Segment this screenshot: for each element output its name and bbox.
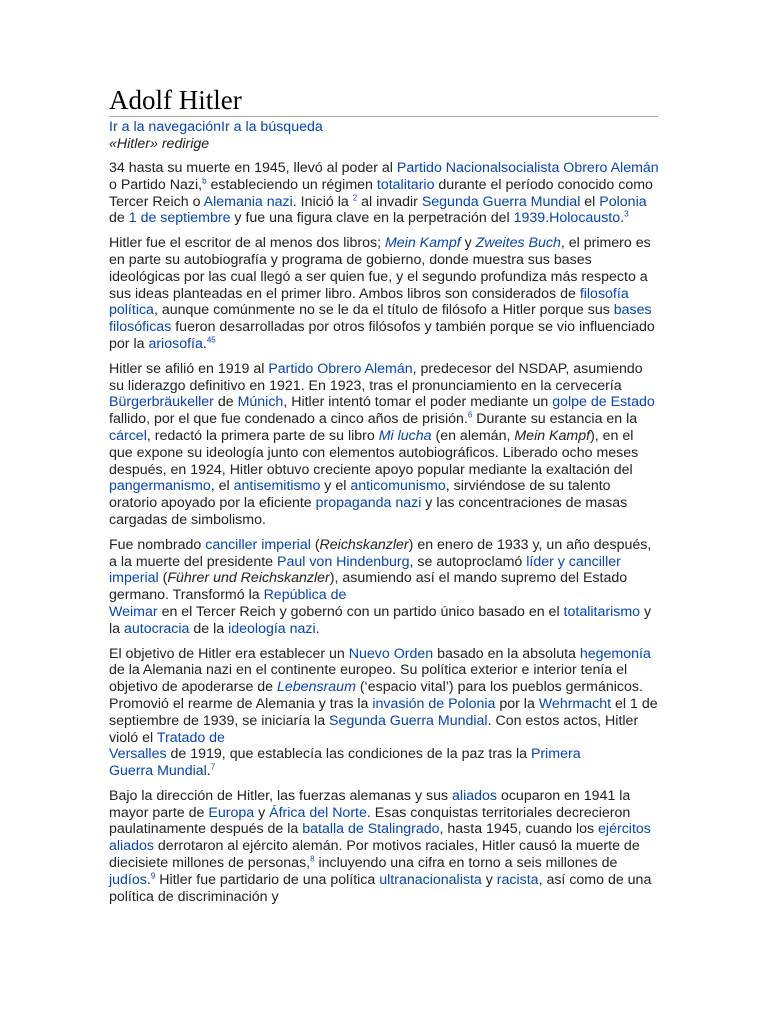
paragraph-4: Fue nombrado canciller imperial (Reichskanzler) en enero de 1933 y, un año después, a la muerte del presidente Paul von Hindenburg, se autoproclamó líder y canciller imperial (Führer und Reichskanzler), asumiendo así el mando supremo del Estado germano. Transformó la República de Weimar en el Tercer Reich y gobernó con un partido único basado en el totalitarismo y la autocracia de la ideología nazi.: [109, 536, 652, 637]
link-mein-kampf[interactable]: Mein Kampf: [384, 235, 461, 252]
link-primera-guerra-mundial[interactable]: Primera Guerra Mundial: [109, 746, 581, 780]
link-judios[interactable]: judíos: [109, 871, 147, 888]
link-totalitario[interactable]: totalitario: [376, 176, 435, 193]
link-holocausto[interactable]: Holocausto: [549, 210, 621, 227]
link-invasion-polonia[interactable]: invasión de Polonia: [372, 695, 496, 712]
link-mi-lucha[interactable]: Mi lucha: [378, 427, 432, 444]
article-body: [109, 160, 659, 913]
link-wehrmacht[interactable]: Wehrmacht: [538, 695, 612, 712]
redirect-note: «Hitler» redirige: [109, 136, 210, 152]
link-ariosofia[interactable]: ariosofía: [148, 335, 203, 352]
link-pangermanismo[interactable]: pangermanismo: [109, 478, 211, 495]
link-golpe-de-estado[interactable]: golpe de Estado: [552, 394, 655, 411]
link-sgm[interactable]: Segunda Guerra Mundial: [421, 193, 581, 210]
goto-search-link[interactable]: Ir a la búsqueda: [221, 119, 323, 135]
link-ideologia-nazi[interactable]: ideología nazi: [228, 620, 316, 637]
link-alemania-nazi[interactable]: Alemania nazi: [203, 193, 293, 210]
link-bases-filosoficas[interactable]: bases filosóficas: [109, 302, 652, 336]
link-ultranacionalista[interactable]: ultranacionalista: [379, 871, 482, 888]
link-aliados[interactable]: aliados: [452, 787, 497, 804]
link-lider-canciller[interactable]: líder y canciller imperial: [109, 553, 621, 587]
link-burgerbraukeller[interactable]: Bürgerbräukeller: [109, 394, 214, 411]
link-propaganda-nazi[interactable]: propaganda nazi: [315, 495, 422, 512]
ref-2[interactable]: 2: [352, 192, 358, 202]
link-racista[interactable]: racista: [496, 871, 539, 888]
ref-8[interactable]: 8: [310, 854, 315, 864]
ref-b[interactable]: b: [202, 176, 207, 186]
link-sgm-2[interactable]: Segunda Guerra Mundial: [329, 712, 488, 729]
link-republica-weimar[interactable]: República de Weimar: [109, 587, 347, 620]
link-carcel[interactable]: cárcel: [109, 427, 147, 444]
link-africa-norte[interactable]: África del Norte: [269, 804, 367, 821]
ref-9[interactable]: 9: [150, 871, 156, 881]
link-dap[interactable]: Partido Obrero Alemán: [268, 360, 413, 377]
jump-links: [109, 119, 323, 136]
goto-navigation-link[interactable]: Ir a la navegación: [109, 119, 221, 135]
title-divider: [109, 116, 658, 117]
paragraph-5: El objetivo de Hitler era establecer un Nuevo Orden basado en la absoluta hegemonía de la Alemania nazi en el continente europeo. Su política exterior e interior tenía el objetivo de apoderarse de Lebensraum (‘espacio vital’) para los pueblos germánicos. Promovió el rearme de Alemania y tras la invasión de Polonia por la Wehrmacht el 1 de septiembre de 1939, se iniciaría la Segunda Guerra Mundial. Con estos actos, Hitler violó el Tratado de Versalles de 1919, que establecía las condiciones de la paz tras la Primera Guerra Mundial.$^7$: [109, 645, 658, 780]
ref-6[interactable]: 6: [467, 410, 473, 420]
link-1-septiembre[interactable]: 1 de septiembre: [128, 210, 231, 227]
link-ejercitos-aliados[interactable]: ejércitos aliados: [109, 821, 651, 855]
link-europa[interactable]: Europa: [208, 804, 255, 821]
ref-3[interactable]: 3: [624, 209, 629, 219]
link-autocracia[interactable]: autocracia: [123, 620, 190, 637]
link-hindenburg[interactable]: Paul von Hindenburg: [277, 553, 410, 570]
link-polonia[interactable]: Polonia: [599, 193, 647, 210]
link-filosofia-politica[interactable]: filosofía política: [109, 285, 629, 319]
page-title: Adolf Hitler: [109, 85, 242, 115]
link-hegemonia[interactable]: hegemonía: [579, 645, 651, 662]
link-zweites-buch[interactable]: Zweites Buch: [475, 235, 561, 252]
link-totalitarismo[interactable]: totalitarismo: [563, 603, 641, 620]
paragraph-6: Bajo la dirección de Hitler, las fuerzas alemanas y sus aliados ocuparon en 1941 la mayor parte de Europa y África del Norte. Esas conquistas territoriales decrecieron paulatinamente después de la batalla de Stalingrado, hasta 1945, cuando los ejércitos aliados derrotaron al ejército alemán. Por motivos raciales, Hitler causó la muerte de diecisiete millones de personas,$^8$ incluyendo una cifra en torno a seis millones de judíos.$^9$ Hitler fue partidario de una política ultranacionalista y racista, así como de una política de discriminación y: [109, 787, 652, 905]
link-canciller-imperial[interactable]: canciller imperial: [205, 536, 311, 553]
ref-7[interactable]: 7: [210, 762, 216, 772]
link-nuevo-orden[interactable]: Nuevo Orden: [348, 645, 434, 662]
link-partido-nazi[interactable]: Partido Nacionalsocialista Obrero Alemán: [396, 160, 659, 176]
link-1939[interactable]: 1939: [513, 210, 546, 227]
paragraph-3: Hitler se afilió en 1919 al Partido Obrero Alemán, predecesor del NSDAP, asumiendo su liderazgo definitivo en 1921. En 1923, tras el pronunciamiento en la cervecería Bürgerbräukeller de Múnich, Hitler intentó tomar el poder mediante un golpe de Estado fallido, por el que fue condenado a cinco años de prisión.$^6$ Durante su estancia en la cárcel, redactó la primera parte de su libro Mi lucha (en alemán, Mein Kampf), en el que expone su ideología junto con elementos autobiográficos. Liberado ocho meses después, en 1924, Hitler obtuvo creciente apoyo popular mediante la exaltación del pangermanismo, el antisemitismo y el anticomunismo, sirviéndose de su talento oratorio apoyado por la eficiente propaganda nazi y las concentraciones de masas cargadas de simbolismo.: [109, 360, 655, 528]
ref-45[interactable]: 45: [206, 335, 216, 345]
paragraph-2: Hitler fue el escritor de al menos dos libros; Mein Kampf y Zweites Buch, el primero es en parte su autobiografía y programa de gobierno, donde muestra sus bases ideológicas por las cual llegó a ser quien fue, y el segundo profundiza más respecto a sus ideas planteadas en el primer libro. Ambos libros son considerados de filosofía política, aunque comúnmente no se le da el título de filósofo a Hitler porque sus bases filosóficas fueron desarrolladas por otros filósofos y también porque se vio influenciado por la ariosofía.$^{45}$: [109, 235, 655, 352]
link-lebensraum[interactable]: Lebensraum: [277, 679, 356, 696]
link-antisemitismo[interactable]: antisemitismo: [233, 478, 321, 495]
link-anticomunismo[interactable]: anticomunismo: [350, 478, 446, 495]
link-munich[interactable]: Múnich: [237, 394, 284, 411]
link-stalingrado[interactable]: batalla de Stalingrado: [302, 821, 440, 838]
paragraph-1: 34 hasta su muerte en 1945, llevó al poder al Partido Nacionalsocialista Obrero Alemán o Partido Nazi,$^b$ estableciendo un régimen totalitario durante el período conocido como Tercer Reich o Alemania nazi. Inició la $^2$ al invadir Segunda Guerra Mundial el Polonia de 1 de septiembre y fue una figura clave en la perpetración del 1939.Holocausto.$^3$: [109, 160, 659, 227]
link-tratado-versalles[interactable]: Tratado de Versalles: [109, 729, 225, 763]
